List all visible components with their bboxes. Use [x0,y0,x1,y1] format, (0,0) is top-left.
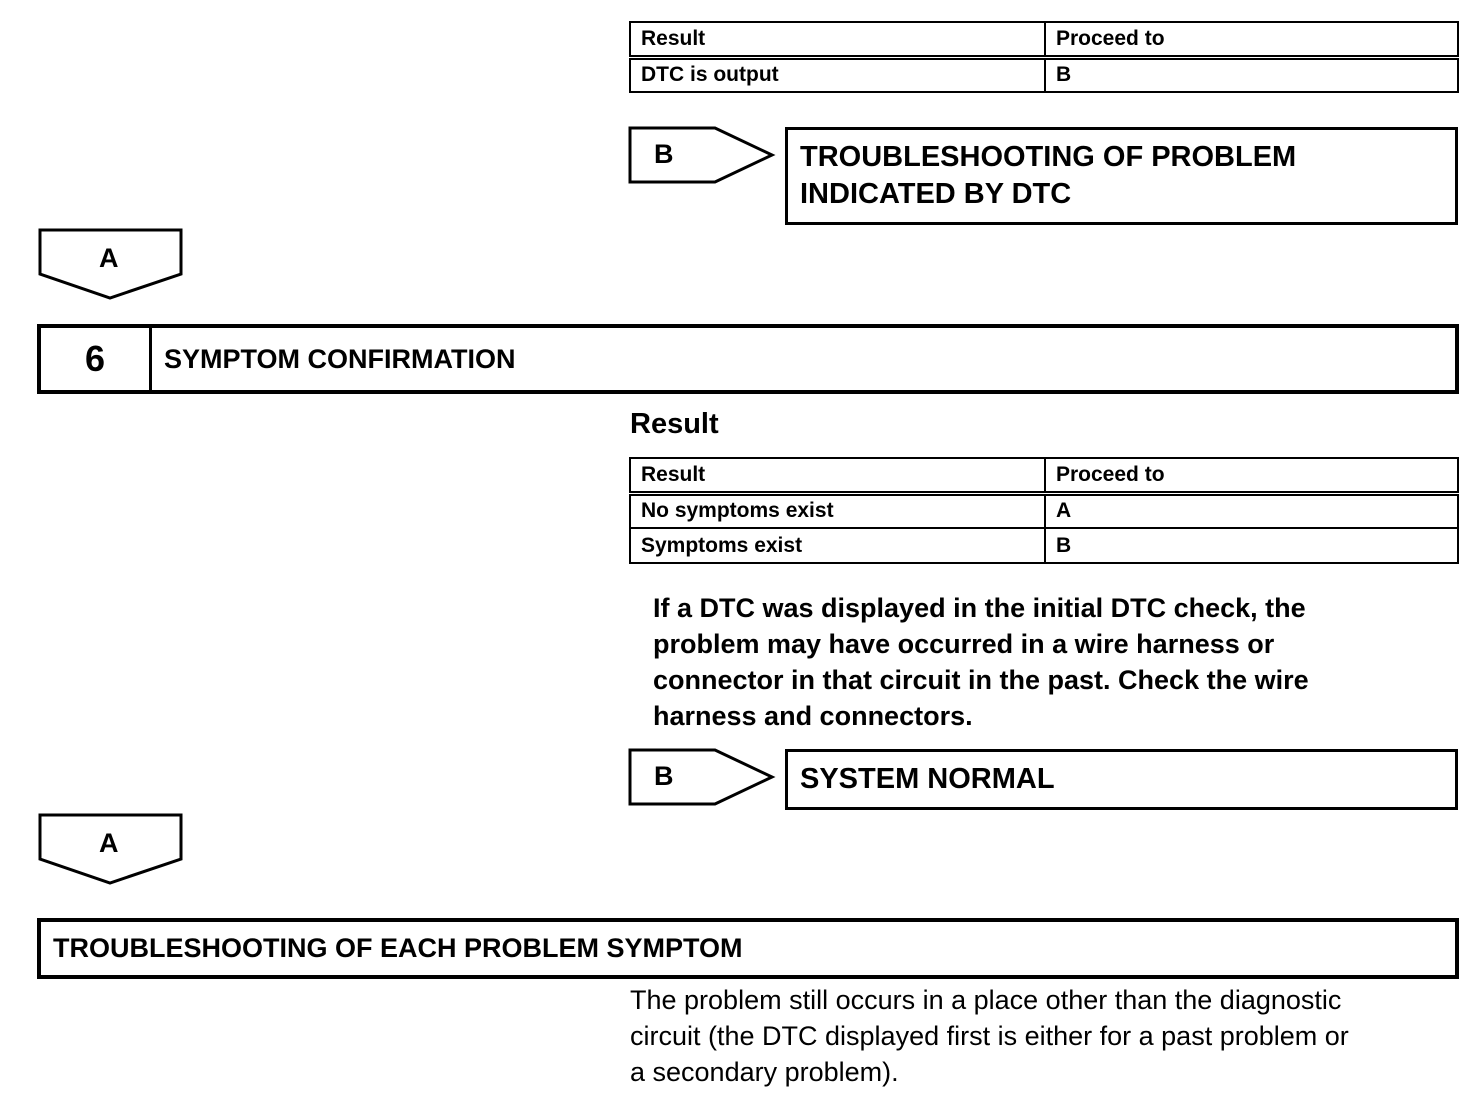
target-troubleshooting-dtc-box [785,127,1458,225]
branch-arrow-right-icon [628,748,778,808]
branch-label-a: A [99,243,119,273]
step-number: 6 [41,328,152,390]
column-header-result: Result [630,458,1045,493]
note-line: connector in that circuit in the past. Check the wire [653,665,1309,695]
branch-arrow-right-icon [628,126,778,186]
step-6-bar [37,324,1459,394]
branch-label-b: B [654,761,674,791]
note-line: harness and connectors. [653,701,973,731]
branch-label-b: B [654,139,674,169]
column-header-result: Result [630,22,1045,57]
branch-label-a: A [99,828,119,858]
result-heading: Result [630,408,719,440]
table-row [630,528,1458,563]
result-table-symptoms [629,457,1459,564]
note-line: If a DTC was displayed in the initial DTC check, the [653,593,1306,623]
column-header-proceed-to: Proceed to [1045,458,1458,493]
step-title: TROUBLESHOOTING OF EACH PROBLEM SYMPTOM [53,933,743,963]
table-cell-proceed-to: A [1045,493,1458,528]
table-row [630,57,1458,92]
column-header-proceed-to: Proceed to [1045,22,1458,57]
table-cell-result: No symptoms exist [630,493,1045,528]
dtc-past-problem-note [653,590,1309,734]
target-line: INDICATED BY DTC [800,178,1072,210]
result-table-dtc [629,21,1459,93]
target-system-normal-box: SYSTEM NORMAL [785,749,1458,810]
step-title: SYMPTOM CONFIRMATION [164,343,516,374]
table-row [630,493,1458,528]
table-cell-result: DTC is output [630,57,1045,92]
final-step-bar [37,918,1459,979]
note-line: circuit (the DTC displayed first is either for a past problem or [630,1021,1349,1051]
note-line: a secondary problem). [630,1057,899,1087]
past-or-secondary-problem-note [630,982,1349,1090]
target-line: TROUBLESHOOTING OF PROBLEM [800,141,1297,173]
table-cell-result: Symptoms exist [630,528,1045,563]
note-line: The problem still occurs in a place other than the diagnostic [630,985,1342,1015]
table-cell-proceed-to: B [1045,57,1458,92]
table-header-row [630,22,1458,57]
table-header-row [630,458,1458,493]
note-line: problem may have occurred in a wire harness or [653,629,1275,659]
table-cell-proceed-to: B [1045,528,1458,563]
